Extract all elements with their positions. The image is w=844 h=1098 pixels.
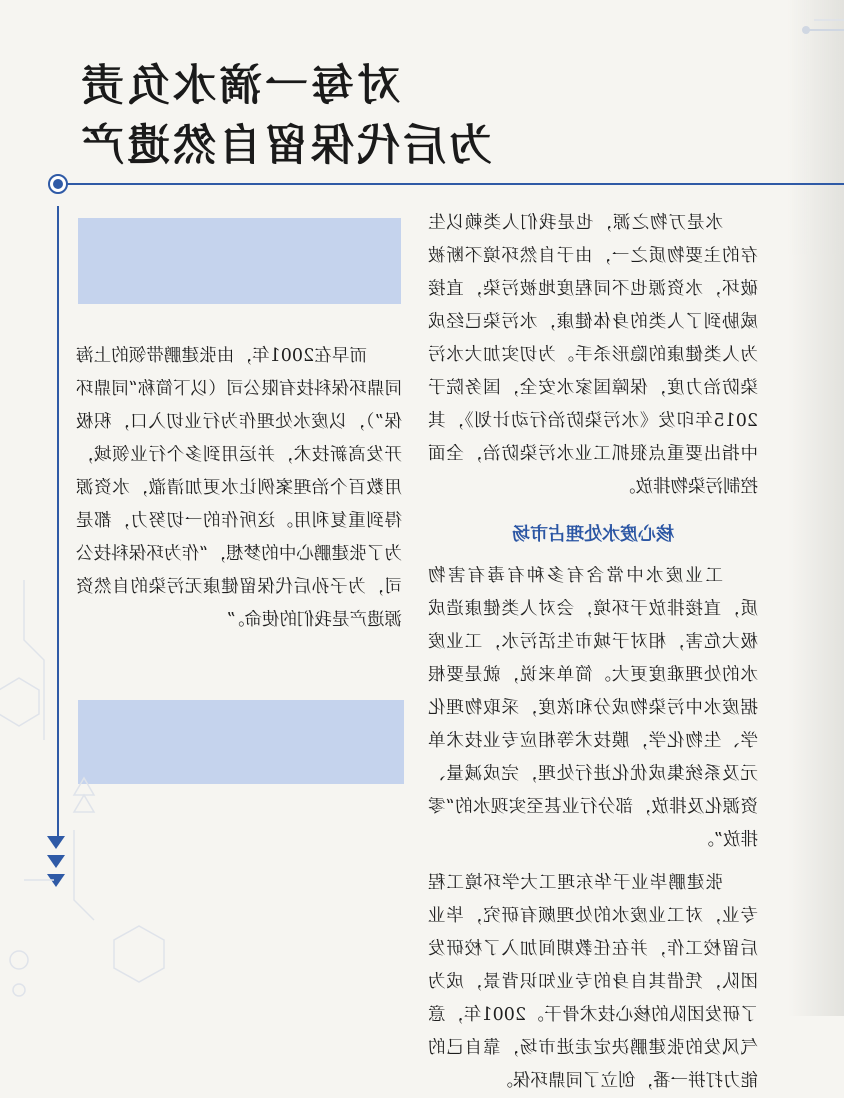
article-title	[78, 56, 492, 176]
target-ring-icon	[48, 174, 68, 194]
circuit-lines-decoration	[0, 0, 844, 60]
paragraph-intro: 水是万物之源，也是我们人类赖以生存的主要物质之一，由于自然环境不断被破坏，水资源也不同程度地被污染，直接威胁到了人类的身体健康，水污染已经成为人类健康的隐形杀手。为切实加大水污染防治力度，保障国家水安全，国务院于2015年印发《水污染防治行动计划》，其中指出要重点狠抓工业水污染防治，全面控制污染物排放。	[428, 213, 758, 497]
paragraph-wastewater: 工业废水中常含有多种有毒有害物质，直接排放于环境，会对人类健康造成极大危害，相对于城市生活污水，工业废水的处理难度更大。简单来说，就是要根据废水中污染物成分和浓度，采取物理化学、生物化学，膜技术等相应专业技术单元及系统集成优化进行处理，完成减量、资源化及排放，部分行业甚至实现水的“零排放”。	[428, 566, 758, 850]
section-subheading: 核心废水处理占市场	[512, 524, 674, 545]
paragraph-founder: 张建鹏毕业于华东理工大学环境工程专业，对工业废水的处理颇有研究，毕业后留校工作，并在任教期间加入了校研发团队，凭借其自身的专业知识背景，成为了研发团队的核心技术骨干。2001年，意气风发的张建鹏决定走进市场，靠自己的能力打拼一番，创立了同鼎环保。	[428, 873, 758, 1091]
title-line-1: 对每一滴水负责	[78, 61, 400, 111]
horizontal-rule	[54, 183, 844, 185]
hexagon-circuit-decoration	[0, 580, 224, 1010]
image-placeholder-top	[78, 218, 401, 304]
left-column	[428, 207, 758, 1098]
page-spine-shadow	[788, 0, 844, 1016]
paragraph-company: 而早在2001年，由张建鹏带领的上海同鼎环保科技有限公司（以下简称“同鼎环保”），以废水处理作为行业切入口，积极开发高新技术，并运用到多个行业领域，用数百个治理案例让水更加清澈，水资源得到重复利用。这所作的一切努力，都是为了张建鹏心中的梦想，“作为环保科技公司，为子孙后代保留健康无污染的自然资源遗产是我们的使命。”	[76, 346, 402, 630]
right-column	[76, 340, 402, 637]
title-line-2: 为后代保留自然遗产	[78, 121, 492, 171]
